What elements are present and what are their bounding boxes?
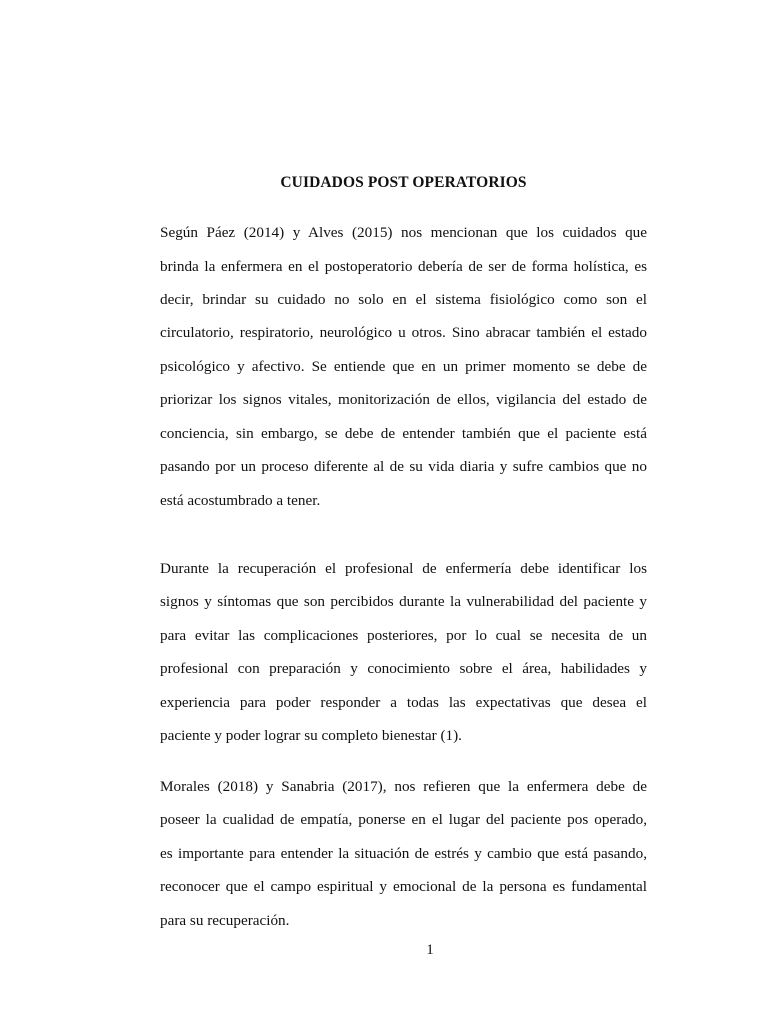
paragraph-line: psicológico y afectivo. Se entiende que en un primer momento se debe de (160, 358, 647, 375)
paragraph-line: pasando por un proceso diferente al de su vida diaria y sufre cambios que no (160, 458, 647, 475)
paragraph-line: para evitar las complicaciones posteriores, por lo cual se necesita de un (160, 627, 647, 644)
paragraph-line: priorizar los signos vitales, monitorización de ellos, vigilancia del estado de (160, 391, 647, 408)
paragraph-line: para su recuperación. (160, 912, 290, 929)
paragraph-line: Según Páez (2014) y Alves (2015) nos mencionan que los cuidados que (160, 224, 647, 241)
paragraph-line: experiencia para poder responder a todas las expectativas que desea el (160, 694, 647, 711)
page-number: 1 (426, 942, 434, 958)
paragraph-line: Morales (2018) y Sanabria (2017), nos refieren que la enfermera debe de (160, 778, 647, 795)
paragraph-line: profesional con preparación y conocimiento sobre el área, habilidades y (160, 660, 647, 677)
paragraph-line: es importante para entender la situación de estrés y cambio que está pasando, (160, 845, 647, 862)
document-title: CUIDADOS POST OPERATORIOS (280, 174, 527, 191)
paragraph-line: está acostumbrado a tener. (160, 492, 321, 509)
paragraph-line: paciente y poder lograr su completo bienestar (1). (160, 727, 462, 744)
paragraph-line: brinda la enfermera en el postoperatorio debería de ser de forma holística, es (160, 258, 647, 275)
paragraph-line: signos y síntomas que son percibidos durante la vulnerabilidad del paciente y (160, 593, 647, 610)
paragraph-line: reconocer que el campo espiritual y emocional de la persona es fundamental (160, 878, 647, 895)
paragraph-line: conciencia, sin embargo, se debe de entender también que el paciente está (160, 425, 647, 442)
paragraph-line: Durante la recuperación el profesional de enfermería debe identificar los (160, 560, 647, 577)
paragraph-line: poseer la cualidad de empatía, ponerse en el lugar del paciente pos operado, (160, 811, 647, 828)
paragraph-line: circulatorio, respiratorio, neurológico u otros. Sino abracar también el estado (160, 324, 647, 341)
paragraph-line: decir, brindar su cuidado no solo en el sistema fisiológico como son el (160, 291, 647, 308)
